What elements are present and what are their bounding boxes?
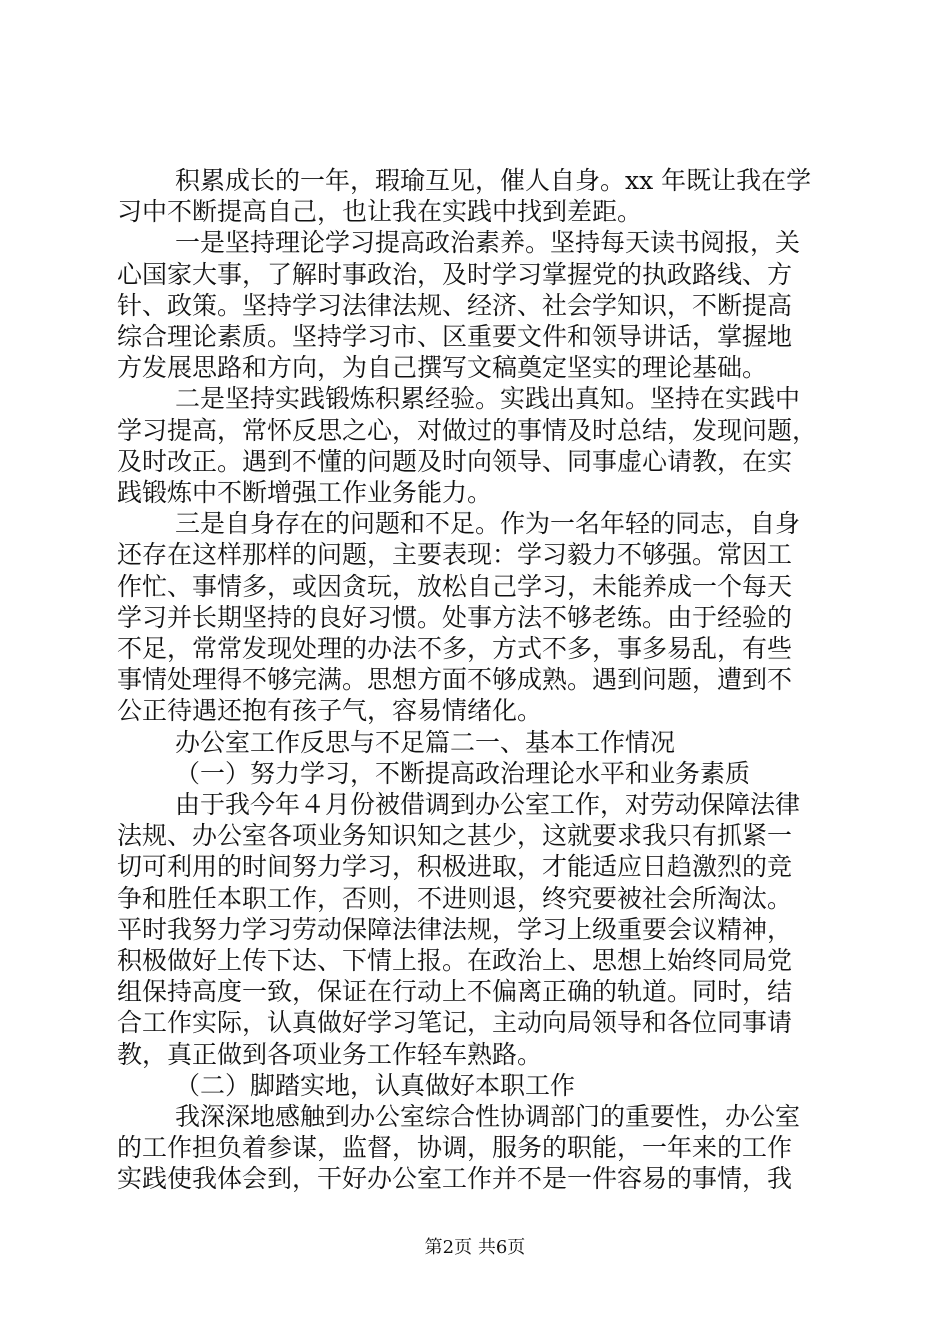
text-line: 三是自身存在的问题和不足。作为一名年轻的同志，自身 (175, 509, 801, 539)
text-line: 一是坚持理论学习提高政治素养。坚持每天读书阅报，关 (175, 228, 801, 258)
text-line: 心国家大事，了解时事政治，及时学习掌握党的执政路线、方 (117, 259, 793, 289)
text-line: 的工作担负着参谋，监督，协调，服务的职能，一年来的工作 (117, 1133, 793, 1163)
text-line: 组保持高度一致，保证在行动上不偏离正确的轨道。同时，结 (117, 977, 793, 1007)
text-line: 作忙、事情多，或因贪玩，放松自己学习，未能养成一个每天 (117, 571, 793, 601)
text-line: 教，真正做到各项业务工作轻车熟路。 (117, 1039, 543, 1069)
subsection-heading: （二）脚踏实地，认真做好本职工作 (175, 1070, 576, 1100)
text-line: 平时我努力学习劳动保障法律法规，学习上级重要会议精神， (117, 914, 793, 944)
text-line: 争和胜任本职工作，否则，不进则退，终究要被社会所淘汰。 (117, 883, 793, 913)
text-line: 由于我今年４月份被借调到办公室工作，对劳动保障法律 (175, 790, 801, 819)
text-line: 习中不断提高自己，也让我在实践中找到差距。 (117, 197, 643, 227)
text-line: 学习并长期坚持的良好习惯。处事方法不够老练。由于经验的 (117, 602, 793, 632)
text-line: 事情处理得不够完满。思想方面不够成熟。遇到问题，遭到不 (117, 665, 793, 695)
section-heading: 办公室工作反思与不足篇二一、基本工作情况 (175, 727, 676, 757)
text-line: 积累成长的一年，瑕瑜互见，催人自身。xx 年既让我在学 (175, 166, 812, 195)
text-line: 二是坚持实践锻炼积累经验。实践出真知。坚持在实践中 (175, 384, 801, 414)
text-line: 还存在这样那样的问题，主要表现：学习毅力不够强。常因工 (117, 540, 793, 570)
text-line: 学习提高，常怀反思之心，对做过的事情及时总结，发现问题， (117, 415, 818, 445)
text-line: 公正待遇还抱有孩子气，容易情绪化。 (117, 696, 543, 726)
text-line: 践锻炼中不断增强工作业务能力。 (117, 478, 493, 507)
subsection-heading: （一）努力学习，不断提高政治理论水平和业务素质 (175, 758, 751, 788)
text-line: 我深深地感触到办公室综合性协调部门的重要性，办公室 (175, 1102, 801, 1131)
text-line: 积极做好上传下达、下情上报。在政治上、思想上始终同局党 (117, 946, 793, 975)
text-line: 切可利用的时间努力学习，积极进取，才能适应日趋激烈的竞 (117, 852, 793, 882)
text-line: 方发展思路和方向，为自己撰写文稿奠定坚实的理论基础。 (117, 353, 768, 383)
text-line: 实践使我体会到，干好办公室工作并不是一件容易的事情，我 (117, 1164, 793, 1194)
text-line: 综合理论素质。坚持学习市、区重要文件和领导讲话，掌握地 (117, 322, 793, 351)
text-line: 及时改正。遇到不懂的问题及时向领导、同事虚心请教，在实 (117, 446, 793, 476)
text-line: 针、政策。坚持学习法律法规、经济、社会学知识，不断提高 (117, 290, 793, 320)
text-line: 合工作实际，认真做好学习笔记，主动向局领导和各位同事请 (117, 1008, 793, 1038)
text-line: 法规、办公室各项业务知识知之甚少，这就要求我只有抓紧一 (117, 821, 793, 851)
text-line: 不足，常常发现处理的办法不多，方式不多，事多易乱，有些 (117, 634, 793, 663)
page-footer: 第2页 共6页 (424, 1237, 526, 1258)
